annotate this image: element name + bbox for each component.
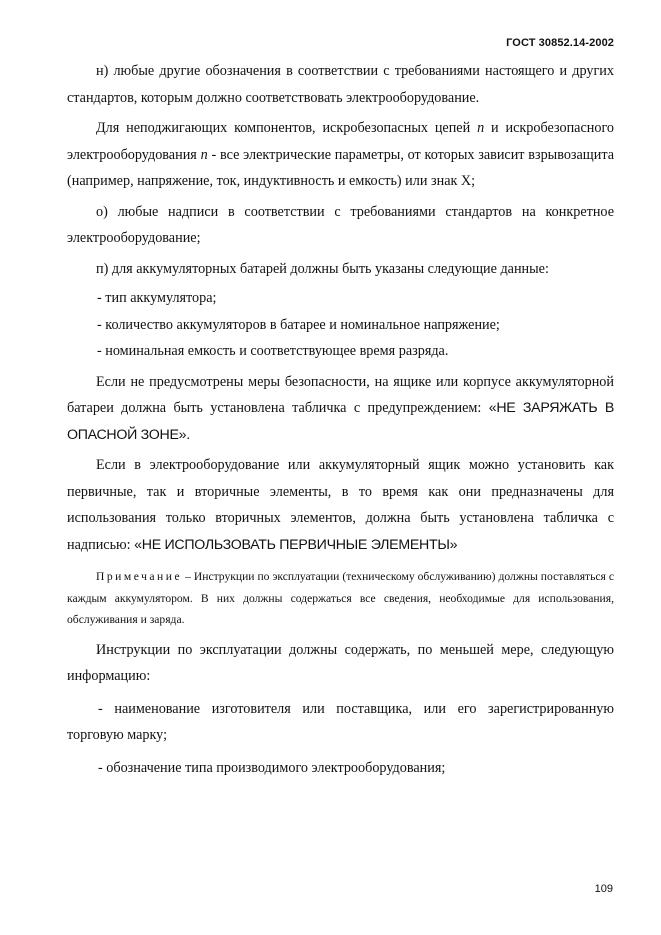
paragraph-warning-primary bbox=[67, 452, 614, 558]
text-segment: и искробезопасного электрооборудования bbox=[67, 120, 615, 163]
instructions-list bbox=[67, 696, 614, 782]
paragraph-instructions: Инструкции по эксплуатации должны содержать, по меньшей мере, следующую информацию: bbox=[67, 641, 614, 684]
document-header: ГОСТ 30852.14-2002 bbox=[506, 37, 614, 49]
note-label: Примечание bbox=[96, 570, 183, 583]
page-body bbox=[67, 58, 614, 781]
paragraph-n: н) любые другие обозначения в соответствии с требованиями настоящего и других стандартов, которым должно соответствовать электрооборудование. bbox=[67, 63, 614, 106]
note-text: – Инструкции по эксплуатации (техническому обслуживанию) должны поставляться с каждым аккумулятором. В них должны содержаться все сведения, необходимые для использования, обслуживания и заряда. bbox=[67, 570, 614, 626]
warning-label-text: «НЕ ИСПОЛЬЗОВАТЬ ПЕРВИЧНЫЕ ЭЛЕМЕНТЫ» bbox=[134, 536, 458, 553]
battery-list bbox=[67, 285, 614, 365]
warning-label-text: «НЕ ЗАРЯЖАТЬ В ОПАСНОЙ ЗОНЕ». bbox=[67, 400, 615, 443]
list-item: - обозначение типа производимого электрооборудования; bbox=[98, 759, 446, 776]
paragraph-warning-charge bbox=[67, 369, 614, 449]
note bbox=[67, 566, 614, 631]
symbol-n: n bbox=[477, 120, 485, 136]
list-item: - тип аккумулятора; bbox=[97, 290, 217, 306]
list-item: - номинальная емкость и соответствующее время разряда. bbox=[97, 343, 449, 359]
text-segment: Если не предусмотрены меры безопасности, на ящике или корпусе аккумуляторной батареи должна быть установлена табличка с предупреждением: bbox=[67, 373, 614, 416]
text-segment: - все электрические параметры, от которых зависит взрывозащита (например, напряжение, ток, индуктивность и емкость) или знак X; bbox=[67, 146, 614, 189]
paragraph-o: о) любые надписи в соответствии с требованиями стандартов на конкретное электрооборудование; bbox=[67, 203, 614, 246]
paragraph-p: п) для аккумуляторных батарей должны быть указаны следующие данные: bbox=[96, 260, 549, 277]
page-number: 109 bbox=[594, 883, 613, 895]
list-item: - количество аккумуляторов в батарее и номинальное напряжение; bbox=[97, 316, 500, 333]
text-segment: Для неподжигающих компонентов, искробезопасных цепей bbox=[96, 120, 471, 136]
symbol-n: n bbox=[200, 146, 208, 163]
paragraph-non-ignition bbox=[67, 115, 614, 195]
list-item: - наименование изготовителя или поставщика, или его зарегистрированную торговую марку; bbox=[67, 700, 614, 743]
text-segment: Если в электрооборудование или аккумуляторный ящик можно установить как первичные, так и вторичные элементы, в то время как они предназначены для использования только вторичных элементов, должна быть установлена табличка с надписью: bbox=[67, 457, 614, 553]
